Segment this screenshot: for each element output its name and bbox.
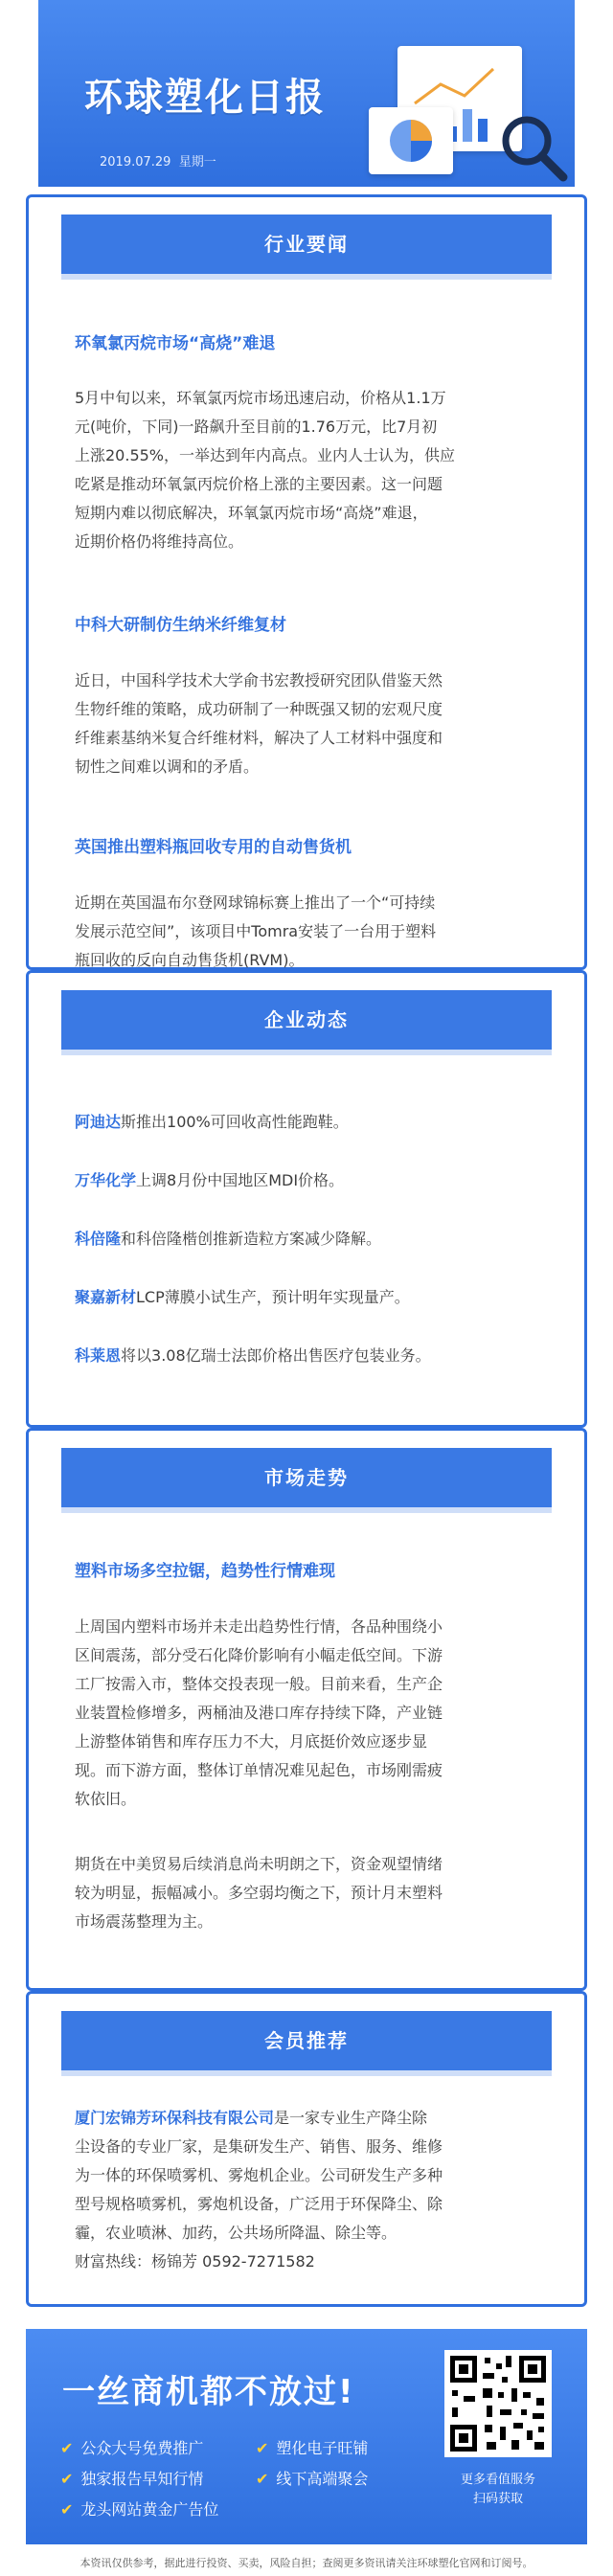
body-line: 业装置检修增多，两桶油及港口库存持续下降，产业链 [75,1704,443,1722]
body-line: 韧性之间难以调和的矛盾。 [75,757,260,776]
section-title-member: 会员推荐 [61,2011,552,2070]
section-title-market: 市场走势 [61,1448,552,1507]
list-item [75,1110,563,1132]
check-icon: ✔ [256,2470,269,2488]
disclaimer-text: 本资讯仅供参考，据此进行投资、买卖，风险自担；查阅更多资讯请关注环球塑化官网和订阅号。 [79,2557,534,2569]
company-news-text: 上调8月份中国地区MDI价格。 [136,1171,345,1189]
body-line: 工厂按需入市，整体交投表现一般。目前来看，生产企 [75,1675,443,1693]
body-line: 上周国内塑料市场并未走出趋势性行情，各品种围绕小 [75,1617,443,1636]
company-name-link[interactable]: 万华化学 [75,1171,137,1189]
body-line: 上涨20.55%，一举达到年内高点。业内人士认为，供应 [75,446,456,464]
issue-date [100,151,216,169]
body-line: 瓶回收的反向自动售货机(RVM)。 [75,951,305,969]
body-line: 市场震荡整理为主。 [75,1912,214,1931]
body-line: 尘设备的专业厂家，是集研发生产、销售、服务、维修 [75,2137,443,2156]
qr-caption [440,2471,556,2509]
body-line [75,2104,554,2133]
body-line: 纤维素基纳米复合纤维材料，解决了人工材料中强度和 [75,729,443,747]
qr-code-icon [444,2350,552,2457]
section-company-news [26,970,587,1428]
member-company-link[interactable]: 厦门宏锦芳环保科技有限公司 [75,2109,275,2127]
check-icon: ✔ [60,2470,74,2488]
header-banner [38,0,575,187]
company-news-text: 斯推出100%可回收高性能跑鞋。 [121,1113,349,1131]
article-title-epichlorohydrin[interactable]: 环氧氯丙烷市场“高烧”难退 [75,334,276,353]
company-news-text: 和科倍隆楷创推新造粒方案减少降解。 [121,1230,382,1248]
company-name-link[interactable]: 科莱恩 [75,1346,122,1365]
body-line: 软依旧。 [75,1790,137,1808]
body-line: 区间震荡，部分受石化降价影响有小幅走低空间。下游 [75,1646,443,1664]
article-title-vending-machine[interactable]: 英国推出塑料瓶回收专用的自动售货机 [75,838,352,857]
check-icon: ✔ [60,2500,74,2519]
qr-code[interactable] [444,2350,552,2457]
body-line: 近期在英国温布尔登网球锦标赛上推出了一个“可持续 [75,893,436,912]
body-line: 近期价格仍将维持高位。 [75,532,244,551]
feature-item [60,2436,203,2458]
list-item [75,1285,563,1307]
market-paragraph-2 [75,1850,554,1936]
pie-chart-icon [369,107,453,174]
section-title-company: 企业动态 [61,990,552,1050]
company-name-link[interactable]: 科倍隆 [75,1230,122,1248]
page-title: 环球塑化日报 [84,76,326,120]
list-item [75,1168,563,1190]
hotline-text: 财富热线：杨锦芳 0592-7271582 [75,2252,315,2271]
company-news-text: LCP薄膜小试生产，预计明年实现量产。 [136,1288,410,1306]
qr-caption-line: 扫码获取 [472,2492,523,2506]
promo-slogan: 一丝商机都不放过! [62,2373,355,2411]
section-industry-news [26,194,587,970]
company-name-link[interactable]: 阿迪达 [75,1113,122,1131]
body-line: 短期内难以彻底解决，环氧氯丙烷市场“高烧”难退， [75,504,428,522]
body-line: 上游整体销售和库存压力不大，月底挺价效应逐步显 [75,1732,428,1751]
body-line: 吃紧是推动环氧氯丙烷价格上涨的主要因素。这一问题 [75,475,443,493]
member-description [75,2104,554,2276]
list-item [75,1227,563,1249]
body-line: 元(吨价，下同)一路飙升至目前的1.76万元，比7月初 [75,418,438,436]
body-line: 较为明显，振幅减小。多空弱均衡之下，预计月末塑料 [75,1884,443,1902]
feature-label: 龙头网站黄金广告位 [80,2500,219,2519]
market-paragraph-1 [75,1613,554,1814]
feature-label: 线下高端聚会 [276,2470,369,2488]
feature-label: 公众大号免费推广 [80,2439,204,2457]
feature-item [256,2467,368,2489]
date-text: 2019.07.29 [100,155,171,169]
article-body-epichlorohydrin [75,384,554,556]
body-line: 5月中旬以来，环氧氯丙烷市场迅速启动，价格从1.1万 [75,389,446,407]
body-line: 型号规格喷雾机，雾炮机设备，广泛用于环保降尘、除 [75,2195,443,2213]
weekday-text: 星期一 [178,155,216,169]
article-title-nanofiber[interactable]: 中科大研制仿生纳米纤维复材 [75,616,286,635]
magnifier-icon [496,110,573,187]
body-line: 生物纤维的策略，成功研制了一种既强又韧的宏观尺度 [75,700,443,718]
section-title-industry: 行业要闻 [61,215,552,274]
article-body-vending-machine [75,889,554,975]
pie-chart-doc-icon [369,107,453,174]
section-market-trend [26,1428,587,1991]
company-news-text: 将以3.08亿瑞士法郎价格出售医疗包装业务。 [121,1346,431,1365]
body-line: 发展示范空间”，该项目中Tomra安装了一台用于塑料 [75,922,437,940]
company-name-link[interactable]: 聚嘉新材 [75,1288,137,1306]
body-line: 霾，农业喷淋、加药，公共场所降温、除尘等。 [75,2224,397,2242]
list-item [75,1344,563,1366]
body-line: 近日，中国科学技术大学俞书宏教授研究团队借鉴天然 [75,671,443,689]
qr-caption-line: 更多看值服务 [460,2473,535,2487]
article-body-nanofiber [75,667,554,781]
member-intro-text: 是一家专业生产降尘除 [274,2109,428,2127]
feature-item [60,2467,203,2489]
check-icon: ✔ [60,2439,74,2457]
feature-item [256,2436,368,2458]
section-member-recommend [26,1991,587,2307]
article-title-market[interactable]: 塑料市场多空拉锯，趋势性行情难现 [75,1562,335,1581]
feature-label: 塑化电子旺铺 [276,2439,369,2457]
feature-label: 独家报告早知行情 [80,2470,204,2488]
body-line: 现。而下游方面，整体订单情况难见起色，市场刚需疲 [75,1761,443,1779]
feature-item [60,2497,218,2520]
promo-banner [26,2329,587,2544]
body-line: 期货在中美贸易后续消息尚未明朗之下，资金观望情绪 [75,1855,443,1873]
check-icon: ✔ [256,2439,269,2457]
body-line: 为一体的环保喷雾机、雾炮机企业。公司研发生产多种 [75,2166,443,2184]
